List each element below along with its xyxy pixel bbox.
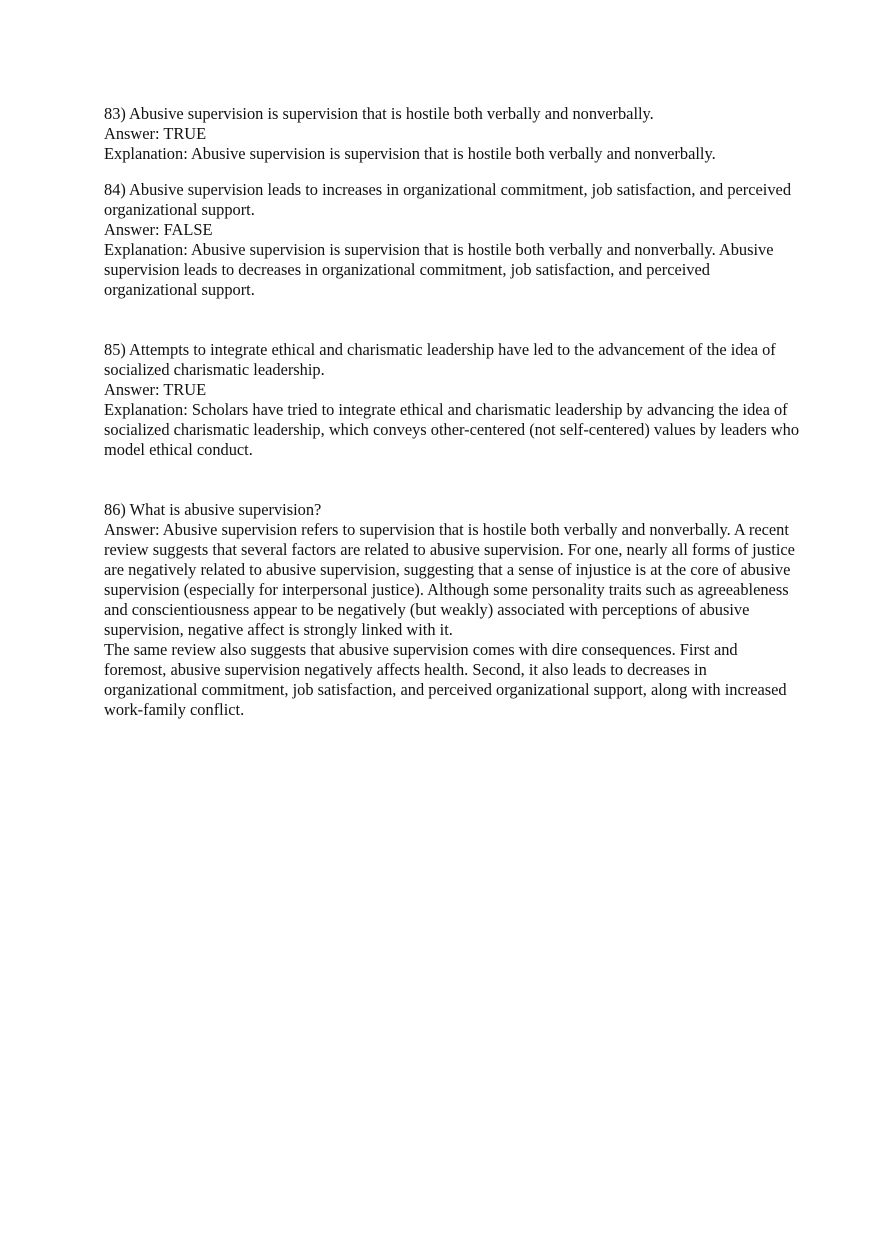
question-text: 86) What is abusive supervision? [104, 500, 322, 519]
answer-text: Answer: TRUE [104, 380, 207, 399]
question-84 [104, 180, 804, 300]
explanation-text: Explanation: Scholars have tried to integrate ethical and charismatic leadership by advancing the idea of socialized charismatic leadership, which conveys other-centered (not self-centered) values by leaders who model ethical conduct. [104, 400, 800, 459]
answer-text: Answer: FALSE [104, 220, 213, 239]
question-83 [104, 104, 804, 164]
answer-text: Answer: Abusive supervision refers to supervision that is hostile both verbally and nonverbally. A recent review suggests that several factors are related to abusive supervision. For one, nearly all forms of justice are negatively related to abusive supervision, suggesting that a sense of injustice is at the core of abusive supervision (especially for interpersonal justice). Although some personality traits such as agreeableness and conscientiousness appear to be negatively (but weakly) associated with perceptions of abusive supervision, negative affect is strongly linked with it. [104, 520, 795, 639]
question-86 [104, 500, 804, 720]
question-text: 84) Abusive supervision leads to increases in organizational commitment, job satisfaction, and perceived organizational support. [104, 180, 792, 219]
explanation-text: Explanation: Abusive supervision is supervision that is hostile both verbally and nonverbally. Abusive supervision leads to decreases in organizational commitment, job satisfaction, and perceived organizational support. [104, 240, 774, 299]
explanation-text: Explanation: Abusive supervision is supervision that is hostile both verbally and nonverbally. [104, 144, 716, 163]
question-text: 83) Abusive supervision is supervision that is hostile both verbally and nonverbally. [104, 104, 654, 123]
question-85 [104, 340, 804, 460]
document-page [104, 104, 804, 720]
answer-continued-text: The same review also suggests that abusive supervision comes with dire consequences. First and foremost, abusive supervision negatively affects health. Second, it also leads to decreases in organizational commitment, job satisfaction, and perceived organizational support, along with increased work-family conflict. [104, 640, 787, 719]
question-text: 85) Attempts to integrate ethical and charismatic leadership have led to the advancement of the idea of socialized charismatic leadership. [104, 340, 776, 379]
answer-text: Answer: TRUE [104, 124, 207, 143]
